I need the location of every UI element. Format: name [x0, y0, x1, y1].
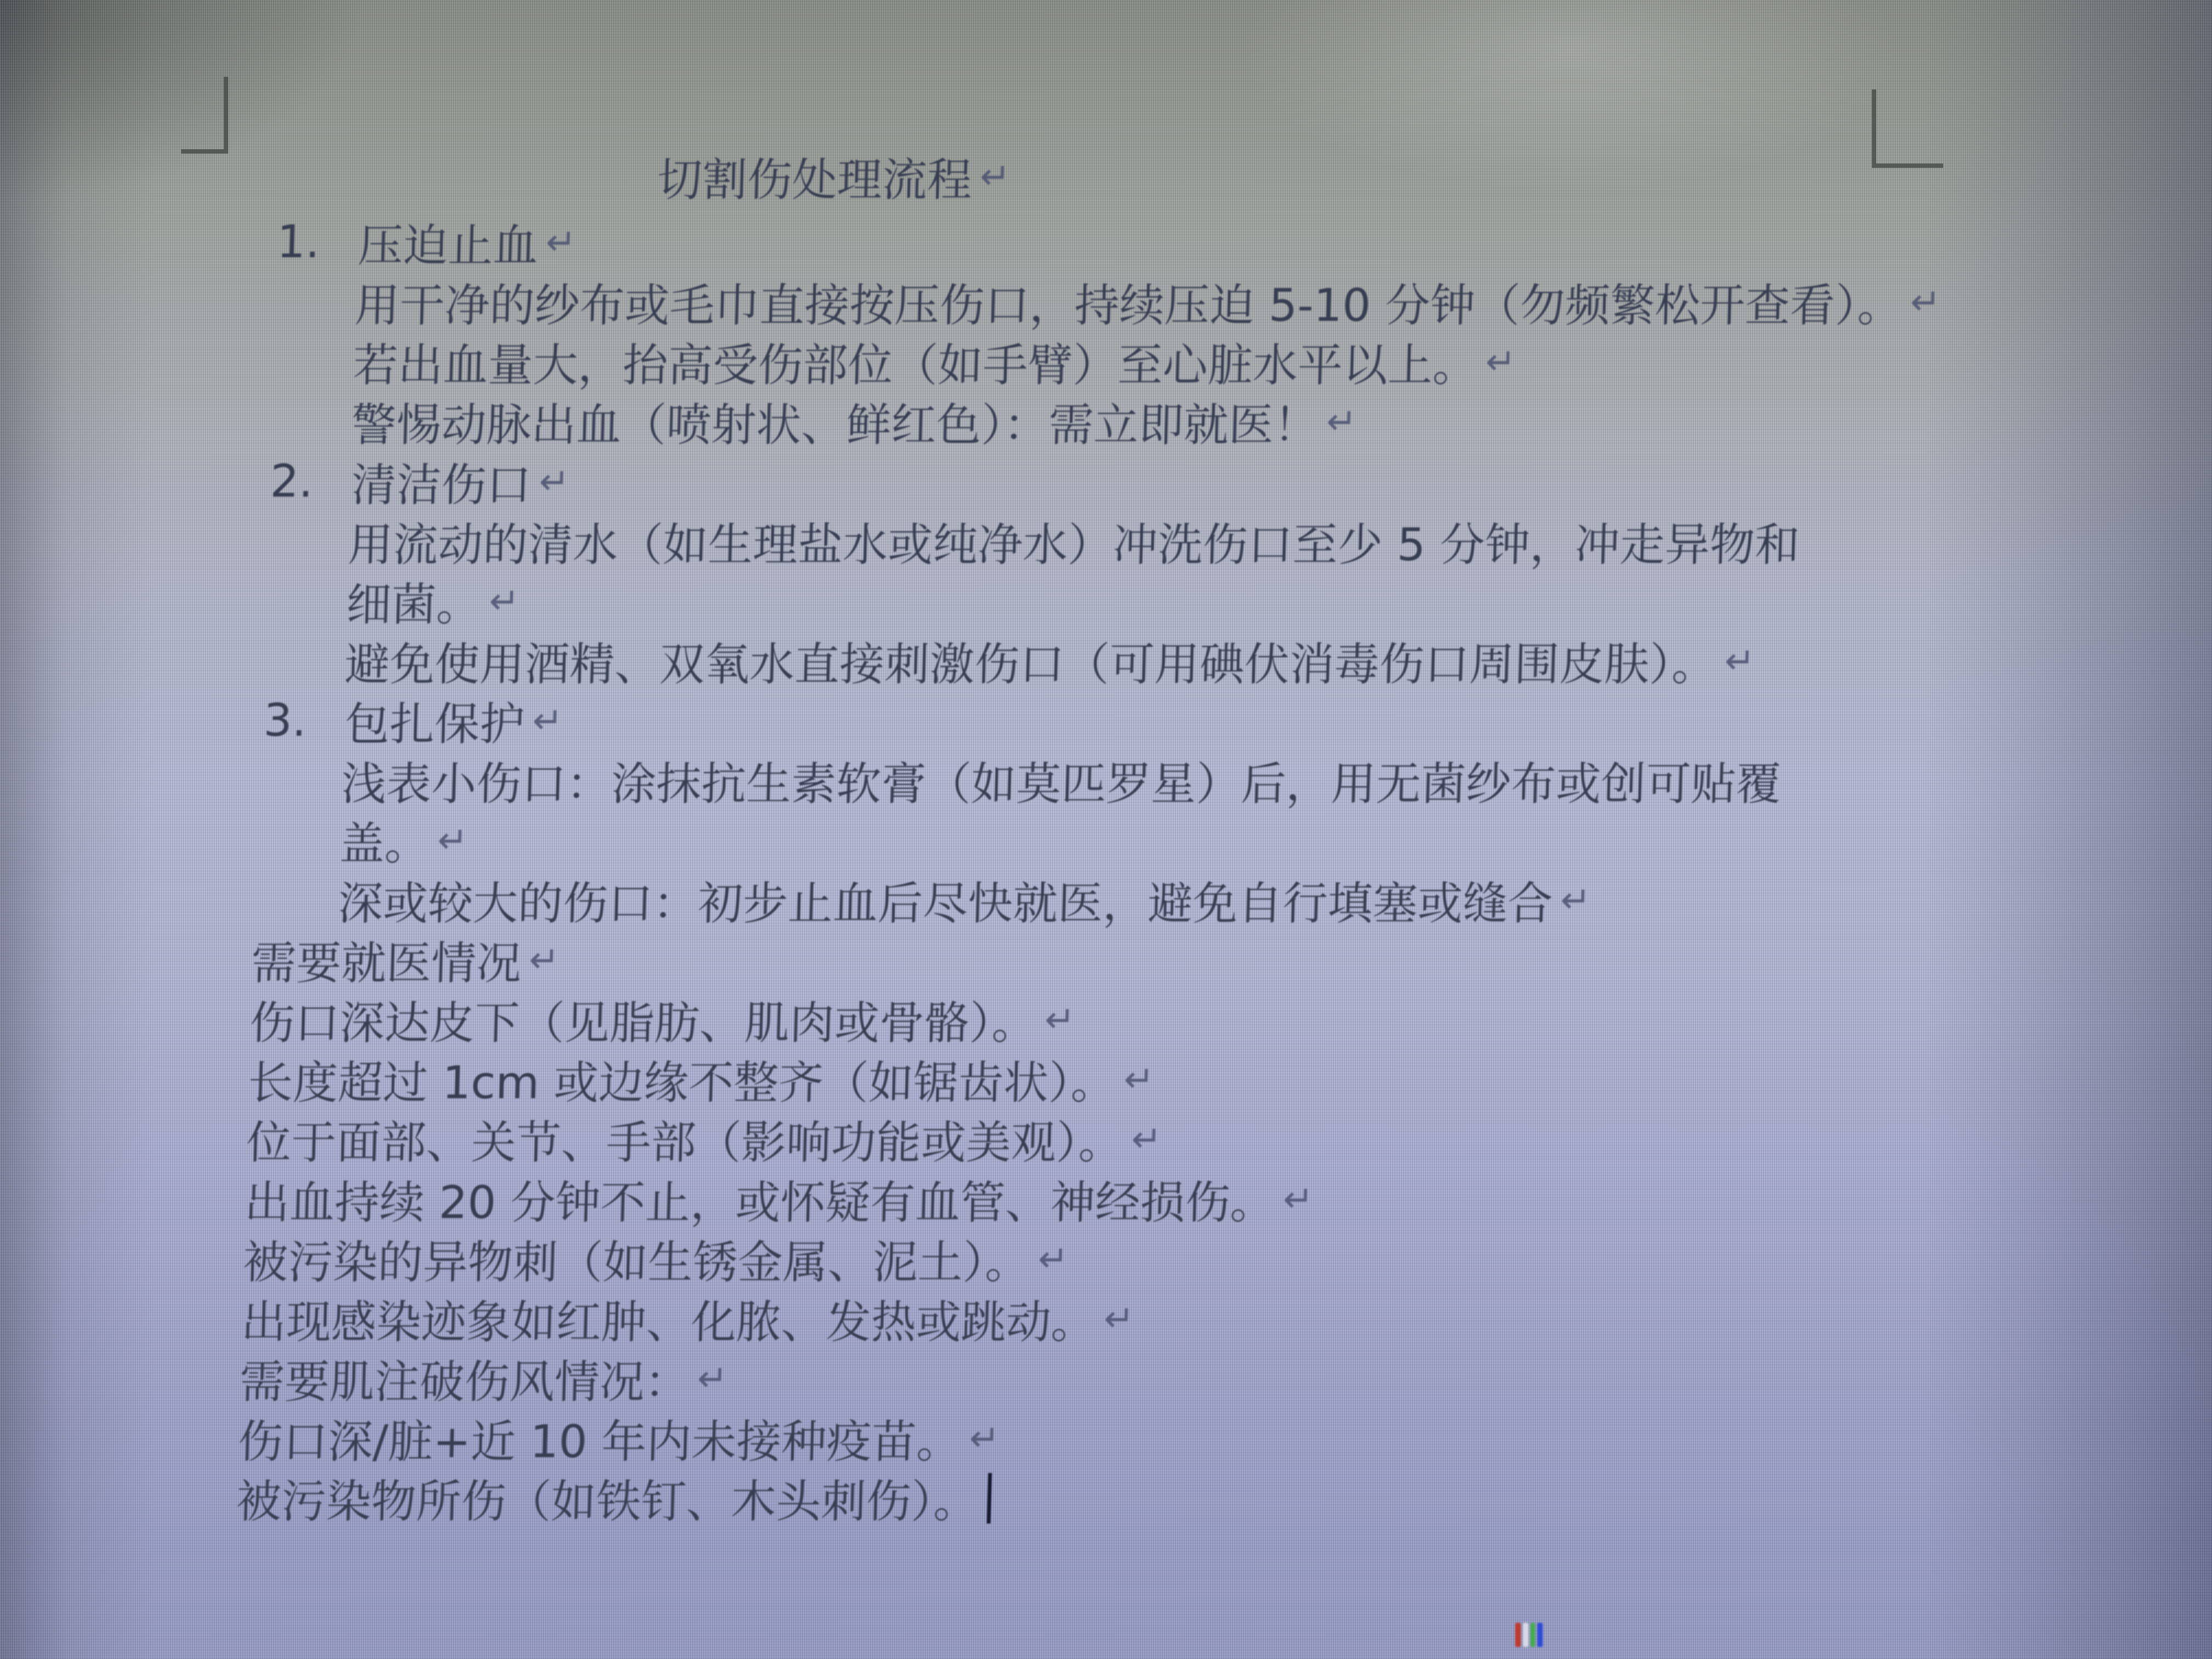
document-text-area[interactable] — [0, 140, 2140, 1528]
doc-line[interactable] — [246, 1109, 2113, 1169]
pilcrow-mark-icon: ↵ — [1909, 281, 1942, 323]
document-title-line[interactable] — [656, 140, 2140, 212]
line-text: 包扎保护 — [343, 698, 526, 751]
line-text: 清洁伤口 — [351, 459, 532, 511]
doc-line[interactable] — [351, 392, 2132, 452]
list-number: 2. — [269, 455, 314, 507]
icon-fragment — [1515, 1623, 1521, 1647]
pilcrow-mark-icon: ↵ — [1485, 341, 1517, 383]
pilcrow-mark-icon: ↵ — [1282, 1178, 1314, 1220]
list-number: 1. — [276, 216, 321, 268]
line-text: 避免使用酒精、双氧水直接刺激伤口（可用碘伏消毒伤口周围皮肤）。 — [343, 639, 1718, 691]
pilcrow-mark-icon: ↵ — [1103, 1297, 1135, 1340]
pilcrow-mark-icon: ↵ — [1037, 1238, 1069, 1280]
pilcrow-mark-icon: ↵ — [1123, 1058, 1155, 1101]
icon-fragment — [1537, 1623, 1543, 1647]
line-text: 位于面部、关节、手部（影响功能或美观）。 — [245, 1117, 1125, 1169]
doc-line[interactable] — [347, 511, 2129, 571]
doc-line[interactable] — [337, 870, 2119, 930]
line-text: 出现感染迹象如红肿、化脓、发热或跳动。 — [240, 1296, 1097, 1348]
text-cursor — [987, 1473, 992, 1523]
line-text: 用干净的纱布或毛巾直接按压伤口，持续压迫 5-10 分钟（勿频繁松开查看）。 — [354, 280, 1904, 332]
pilcrow-mark-icon: ↵ — [968, 1417, 1001, 1459]
doc-line[interactable] — [242, 1229, 2109, 1289]
pilcrow-mark-icon: ↵ — [1044, 998, 1076, 1041]
doc-line[interactable] — [240, 1289, 2107, 1348]
doc-line[interactable] — [239, 1348, 2106, 1408]
doc-line[interactable] — [249, 990, 2116, 1049]
line-text: 浅表小伤口：涂抹抗生素软膏（如莫匹罗星）后，用无菌纱布或创可贴覆 — [340, 758, 1782, 810]
pilcrow-mark-icon: ↵ — [979, 155, 1011, 198]
line-text: 用流动的清水（如生理盐水或纯净水）冲洗伤口至少 5 分钟，冲走异物和 — [347, 519, 1801, 571]
pilcrow-mark-icon: ↵ — [1560, 879, 1592, 921]
doc-line[interactable] — [235, 1468, 2102, 1528]
pilcrow-mark-icon: ↵ — [528, 939, 560, 981]
line-text: 伤口深达皮下（见脂肪、肌肉或骨骼）。 — [249, 997, 1038, 1049]
line-text: 被污染物所伤（如铁钉、木头刺伤）。 — [235, 1476, 979, 1528]
doc-line[interactable] — [244, 1169, 2111, 1229]
doc-lines[interactable] — [0, 212, 2137, 1528]
pilcrow-mark-icon: ↵ — [532, 699, 563, 742]
line-text: 需要就医情况 — [250, 938, 522, 990]
line-text: 被污染的异物刺（如生锈金属、泥土）。 — [242, 1237, 1031, 1289]
icon-fragment — [1531, 1623, 1535, 1647]
list-number: 3. — [263, 695, 308, 747]
pilcrow-mark-icon: ↵ — [538, 460, 571, 503]
line-text: 需要肌注破伤风情况： — [239, 1356, 691, 1408]
line-text: 压迫止血 — [357, 220, 539, 272]
pilcrow-mark-icon: ↵ — [437, 819, 469, 861]
doc-line[interactable] — [346, 571, 2128, 631]
pilcrow-mark-icon: ↵ — [488, 580, 520, 622]
doc-line[interactable] — [344, 631, 2126, 691]
pilcrow-mark-icon: ↵ — [545, 221, 577, 263]
taskbar-app-icon[interactable] — [1515, 1623, 1545, 1659]
pilcrow-mark-icon: ↵ — [696, 1357, 729, 1400]
line-text: 深或较大的伤口：初步止血后尽快就医，避免自行填塞或缝合 — [337, 878, 1554, 930]
icon-fragment — [1523, 1623, 1528, 1647]
doc-line[interactable] — [339, 810, 2121, 870]
doc-line[interactable] — [247, 1049, 2114, 1109]
pilcrow-mark-icon: ↵ — [1131, 1118, 1163, 1160]
doc-line[interactable] — [263, 691, 2124, 751]
doc-line[interactable] — [237, 1408, 2104, 1468]
line-text: 细菌。 — [346, 579, 482, 631]
doc-line[interactable] — [354, 272, 2136, 332]
doc-line[interactable] — [269, 452, 2131, 511]
doc-line[interactable] — [341, 751, 2123, 810]
doc-line[interactable] — [251, 930, 2118, 990]
line-text: 若出血量大，抬高受伤部位（如手臂）至心脏水平以上。 — [352, 340, 1479, 392]
page-title: 切割伤处理流程 — [656, 154, 973, 206]
line-text: 伤口深/脏+近 10 年内未接种疫苗。 — [237, 1416, 962, 1468]
line-text: 长度超过 1cm 或边缘不整齐（如锯齿状）。 — [247, 1057, 1117, 1109]
pilcrow-mark-icon: ↵ — [1724, 640, 1756, 682]
line-text: 警惕动脉出血（喷射状、鲜红色）：需立即就医！ — [351, 399, 1319, 452]
pilcrow-mark-icon: ↵ — [1325, 400, 1358, 443]
line-text: 盖。 — [338, 818, 431, 870]
doc-line[interactable] — [352, 332, 2134, 392]
line-text: 出血持续 20 分钟不止，或怀疑有血管、神经损伤。 — [244, 1177, 1276, 1229]
doc-line[interactable] — [276, 212, 2137, 272]
